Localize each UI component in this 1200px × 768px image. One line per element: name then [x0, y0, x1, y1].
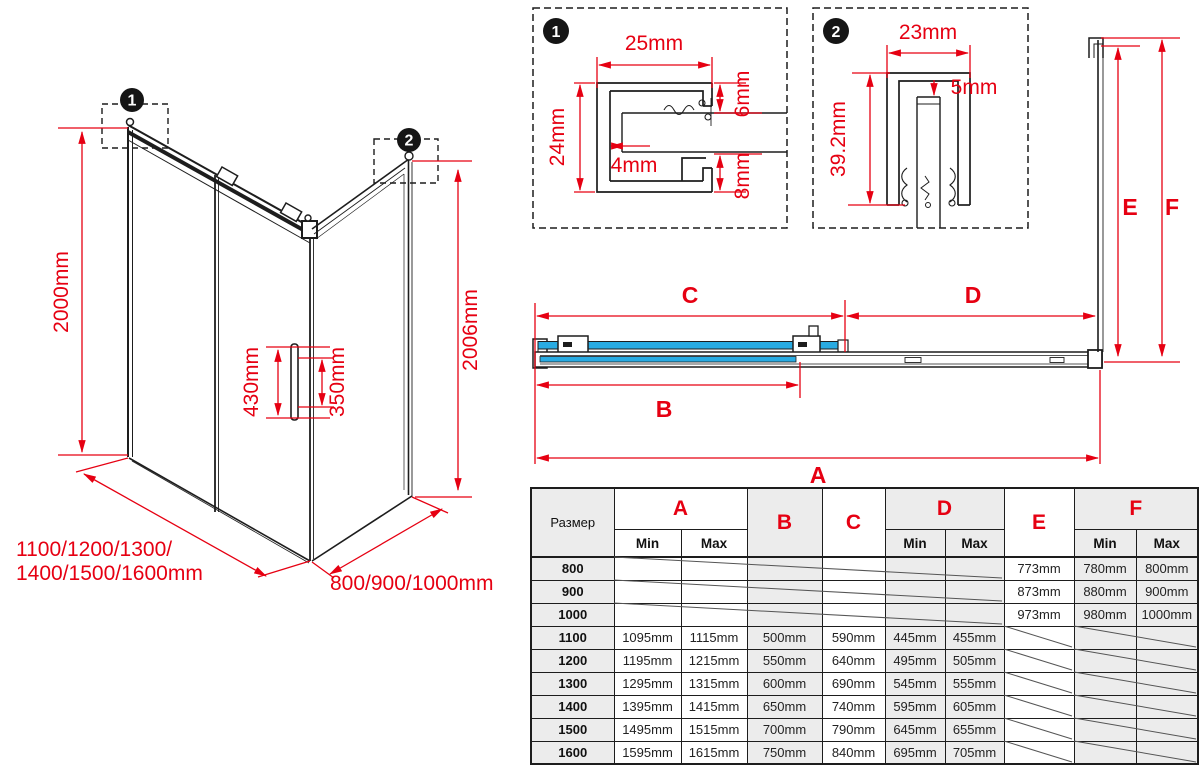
dim-d2-gap: 5mm [950, 76, 998, 99]
size-table [530, 487, 1199, 765]
table-row [531, 603, 1198, 626]
subheader-f-min: Min [1074, 530, 1136, 558]
value-cell: 1315mm [681, 672, 747, 695]
value-cell: 900mm [1136, 580, 1198, 603]
detail-1-number: 1 [551, 24, 561, 41]
empty-cell [1074, 695, 1136, 718]
col-header-a: A [614, 488, 747, 530]
value-cell: 780mm [1074, 557, 1136, 580]
value-cell: 505mm [945, 649, 1004, 672]
value-cell: 655mm [945, 718, 1004, 741]
empty-cell [681, 557, 747, 580]
empty-cell [945, 557, 1004, 580]
empty-cell [1136, 672, 1198, 695]
row-size-label: 1400 [531, 695, 614, 718]
dim-d1-wall: 4mm [610, 154, 658, 177]
empty-cell [1136, 695, 1198, 718]
col-header-b: B [747, 488, 822, 557]
value-cell: 550mm [747, 649, 822, 672]
detail-2-number: 2 [831, 24, 841, 41]
dim-d1-gap-bottom: 8mm [731, 152, 754, 200]
row-size-label: 1500 [531, 718, 614, 741]
value-cell: 650mm [747, 695, 822, 718]
value-cell: 500mm [747, 626, 822, 649]
value-cell: 1195mm [614, 649, 681, 672]
empty-cell [681, 580, 747, 603]
dim-handle-outer: 430mm [240, 346, 263, 418]
dim-d1-width: 25mm [624, 32, 684, 55]
value-cell: 1615mm [681, 741, 747, 764]
subheader-a-min: Min [614, 530, 681, 558]
table-row [531, 649, 1198, 672]
value-cell: 1595mm [614, 741, 681, 764]
empty-cell [1136, 718, 1198, 741]
value-cell: 1095mm [614, 626, 681, 649]
empty-cell [1074, 626, 1136, 649]
row-size-label: 1600 [531, 741, 614, 764]
row-size-label: 800 [531, 557, 614, 580]
value-cell: 690mm [822, 672, 885, 695]
plan-label-d: D [964, 282, 982, 308]
plan-label-e: E [1122, 194, 1138, 220]
empty-cell [1004, 695, 1074, 718]
dim-height-right: 2006mm [459, 289, 482, 371]
value-cell: 555mm [945, 672, 1004, 695]
isometric-view [0, 0, 530, 620]
empty-cell [614, 580, 681, 603]
table-header-row [531, 488, 1198, 530]
empty-cell [1004, 626, 1074, 649]
subheader-a-max: Max [681, 530, 747, 558]
table-row [531, 626, 1198, 649]
empty-cell [945, 603, 1004, 626]
table-row [531, 557, 1198, 580]
row-size-label: 1200 [531, 649, 614, 672]
dim-height-left: 2000mm [50, 251, 73, 333]
empty-cell [614, 603, 681, 626]
empty-cell [822, 603, 885, 626]
empty-cell [1004, 718, 1074, 741]
value-cell: 773mm [1004, 557, 1074, 580]
row-size-label: 900 [531, 580, 614, 603]
value-cell: 455mm [945, 626, 1004, 649]
size-table-section [530, 487, 1199, 765]
iso-dimensions [16, 128, 493, 595]
empty-cell [822, 580, 885, 603]
empty-cell [681, 603, 747, 626]
row-size-label: 1000 [531, 603, 614, 626]
return-panel [1088, 38, 1103, 368]
value-cell: 740mm [822, 695, 885, 718]
empty-cell [1074, 718, 1136, 741]
value-cell: 1215mm [681, 649, 747, 672]
callout-1 [120, 88, 144, 112]
subheader-f-max: Max [1136, 530, 1198, 558]
empty-cell [747, 603, 822, 626]
empty-cell [614, 557, 681, 580]
value-cell: 873mm [1004, 580, 1074, 603]
value-cell: 980mm [1074, 603, 1136, 626]
value-cell: 600mm [747, 672, 822, 695]
value-cell: 1295mm [614, 672, 681, 695]
door-handle [291, 344, 298, 420]
row-size-label: 1300 [531, 672, 614, 695]
dim-width-line2: 1400/1500/1600mm [16, 562, 203, 585]
dim-d1-height: 24mm [546, 107, 569, 167]
empty-cell [885, 580, 945, 603]
empty-cell [1074, 649, 1136, 672]
plan-label-f: F [1164, 194, 1180, 220]
value-cell: 590mm [822, 626, 885, 649]
row-size-label: 1100 [531, 626, 614, 649]
dim-width-line1: 1100/1200/1300/ [16, 538, 173, 561]
value-cell: 700mm [747, 718, 822, 741]
empty-cell [747, 580, 822, 603]
table-row [531, 741, 1198, 764]
plan-label-a: A [809, 462, 827, 487]
empty-cell [885, 603, 945, 626]
dim-handle-inner: 350mm [326, 346, 349, 418]
value-cell: 695mm [885, 741, 945, 764]
value-cell: 840mm [822, 741, 885, 764]
callout-1-number: 1 [127, 92, 137, 110]
enclosure-line-drawing [102, 104, 438, 563]
empty-cell [1136, 626, 1198, 649]
detail-view-1 [533, 8, 787, 228]
value-cell: 640mm [822, 649, 885, 672]
empty-cell [822, 557, 885, 580]
value-cell: 495mm [885, 649, 945, 672]
value-cell: 595mm [885, 695, 945, 718]
empty-cell [1004, 741, 1074, 764]
value-cell: 1000mm [1136, 603, 1198, 626]
table-row [531, 580, 1198, 603]
table-row [531, 718, 1198, 741]
table-row [531, 672, 1198, 695]
col-header-f: F [1074, 488, 1198, 530]
value-cell: 880mm [1074, 580, 1136, 603]
col-header-c: C [822, 488, 885, 557]
empty-cell [1004, 649, 1074, 672]
callout-2 [397, 128, 421, 152]
value-cell: 1415mm [681, 695, 747, 718]
fixed-panel-glass [540, 357, 796, 363]
dim-d2-height: 39.2mm [827, 101, 850, 177]
plan-label-b: B [655, 396, 673, 422]
value-cell: 1495mm [614, 718, 681, 741]
empty-cell [1074, 672, 1136, 695]
value-cell: 800mm [1136, 557, 1198, 580]
subheader-d-min: Min [885, 530, 945, 558]
detail-view-2 [813, 8, 1028, 228]
col-header-size: Размер [531, 488, 614, 557]
plan-label-c: C [681, 282, 699, 308]
value-cell: 790mm [822, 718, 885, 741]
value-cell: 445mm [885, 626, 945, 649]
col-header-e: E [1004, 488, 1074, 557]
value-cell: 605mm [945, 695, 1004, 718]
subheader-d-max: Max [945, 530, 1004, 558]
value-cell: 1515mm [681, 718, 747, 741]
empty-cell [885, 557, 945, 580]
empty-cell [1136, 649, 1198, 672]
value-cell: 1395mm [614, 695, 681, 718]
dim-depth: 800/900/1000mm [330, 572, 494, 595]
dim-d2-width: 23mm [898, 21, 958, 44]
empty-cell [945, 580, 1004, 603]
value-cell: 973mm [1004, 603, 1074, 626]
empty-cell [1074, 741, 1136, 764]
value-cell: 750mm [747, 741, 822, 764]
callout-2-number: 2 [404, 132, 414, 150]
value-cell: 705mm [945, 741, 1004, 764]
empty-cell [1136, 741, 1198, 764]
dim-d1-gap-top: 6mm [731, 70, 754, 118]
value-cell: 1115mm [681, 626, 747, 649]
top-view-and-details [530, 0, 1200, 487]
col-header-d: D [885, 488, 1004, 530]
value-cell: 545mm [885, 672, 945, 695]
empty-cell [747, 557, 822, 580]
table-row [531, 695, 1198, 718]
empty-cell [1004, 672, 1074, 695]
value-cell: 645mm [885, 718, 945, 741]
